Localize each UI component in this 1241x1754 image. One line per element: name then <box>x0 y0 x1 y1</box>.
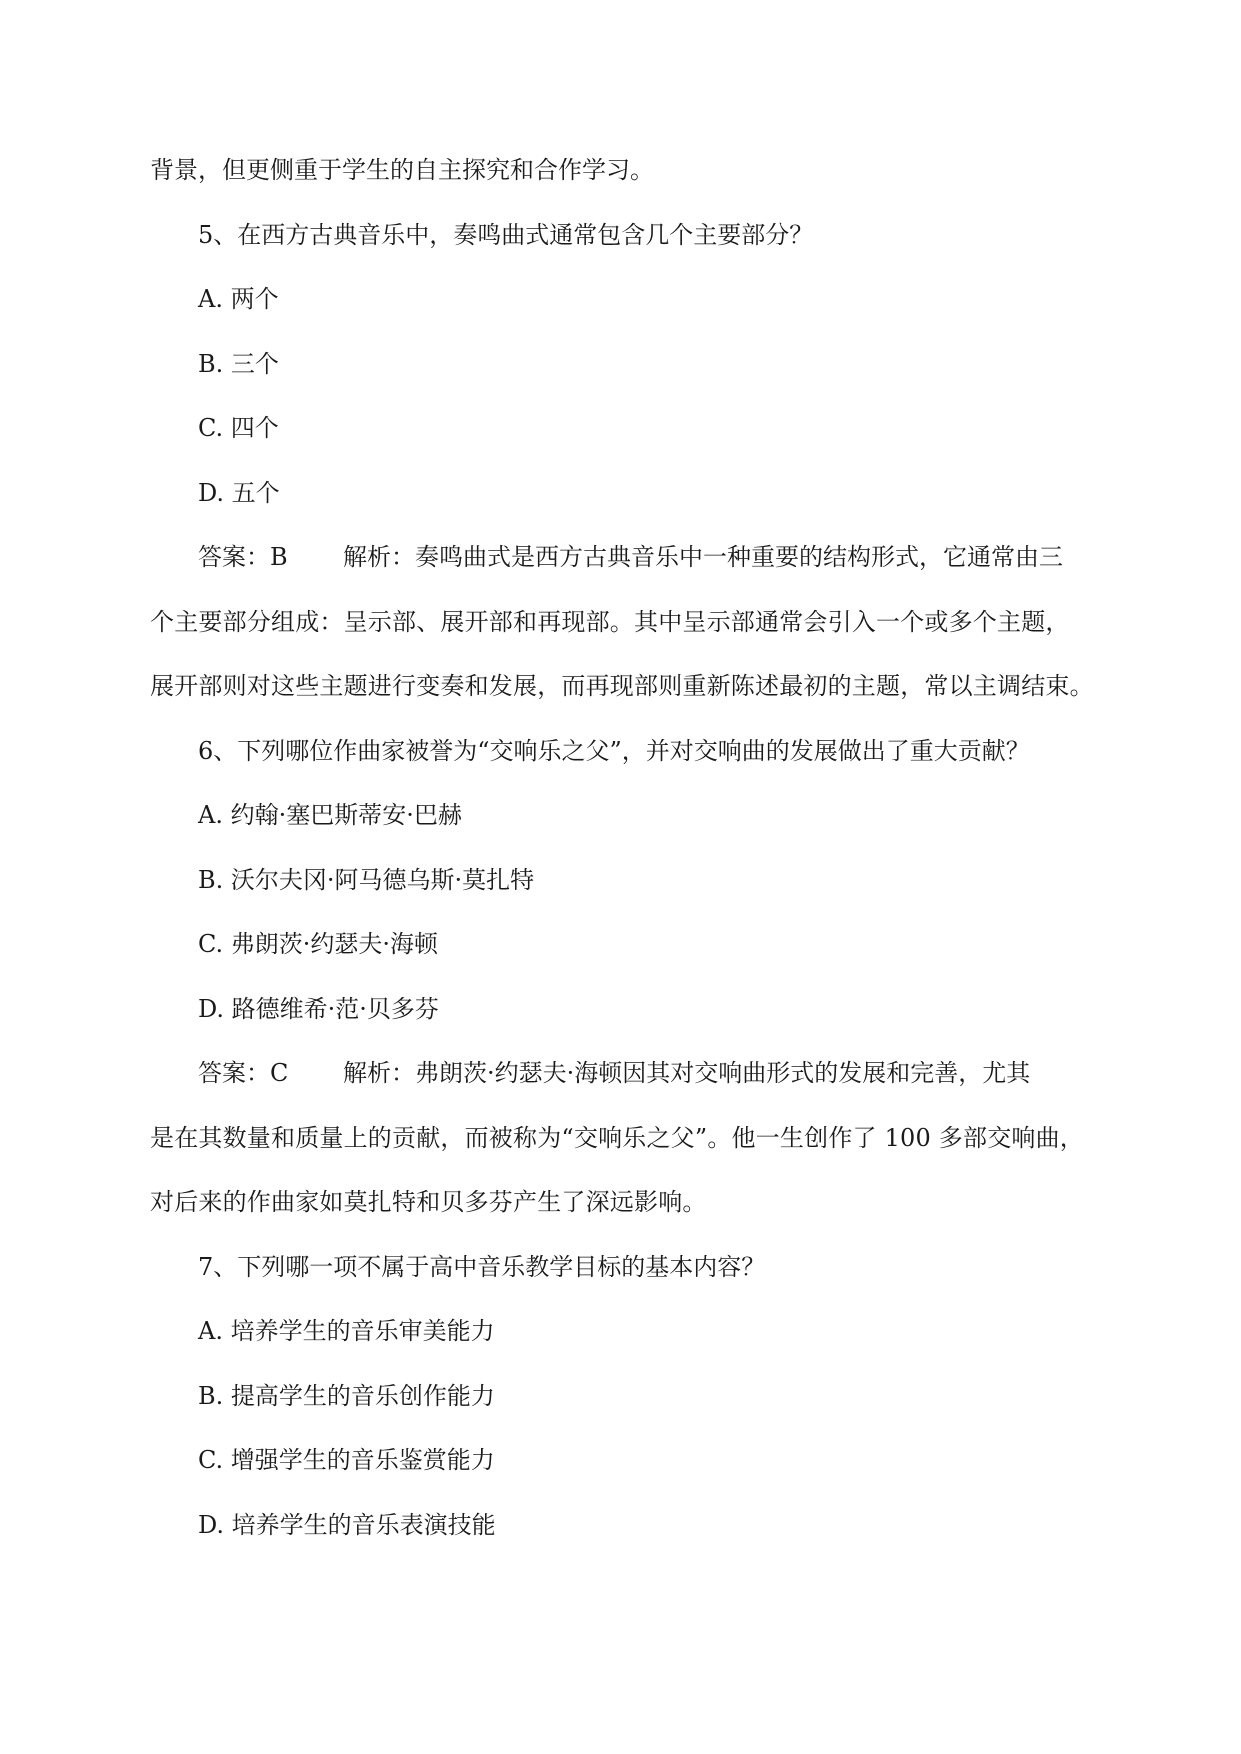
question-5-analysis-line-3: 展开部则对这些主题进行变奏和发展，而再现部则重新陈述最初的主题，常以主调结束。 <box>150 672 1094 700</box>
question-7-option-a: A. 培养学生的音乐审美能力 <box>198 1317 495 1345</box>
question-5-stem: 5、在西方古典音乐中，奏鸣曲式通常包含几个主要部分？ <box>198 220 814 249</box>
question-6-analysis-line-1: 解析：弗朗茨·约瑟夫·海顿因其对交响曲形式的发展和完善，尤其 <box>343 1059 1031 1087</box>
question-6-analysis-line-3: 对后来的作曲家如莫扎特和贝多芬产生了深远影响。 <box>150 1188 707 1216</box>
question-6-option-d: D. 路德维希·范·贝多芬 <box>198 994 439 1023</box>
question-5-answer: 答案：B <box>198 543 288 571</box>
document-body <box>150 138 1100 1557</box>
question-6-option-a: A. 约翰·塞巴斯蒂安·巴赫 <box>198 801 462 829</box>
question-7-option-d: D. 培养学生的音乐表演技能 <box>198 1510 496 1539</box>
continuation-text: 背景，但更侧重于学生的自主探究和合作学习。 <box>150 156 654 184</box>
question-6-answer: 答案：C <box>198 1059 289 1087</box>
question-7-stem: 7、下列哪一项不属于高中音乐教学目标的基本内容？ <box>198 1252 766 1281</box>
question-7-option-b: B. 提高学生的音乐创作能力 <box>198 1381 495 1410</box>
question-6-stem: 6、下列哪位作曲家被誉为“交响乐之父”，并对交响曲的发展做出了重大贡献？ <box>198 736 1030 765</box>
question-5-analysis-line-2: 个主要部分组成：呈示部、展开部和再现部。其中呈示部通常会引入一个或多个主题， <box>150 607 1070 636</box>
question-5-option-a: A. 两个 <box>198 285 279 313</box>
question-5-option-c: C. 四个 <box>198 414 279 442</box>
question-5-analysis-line-1: 解析：奏鸣曲式是西方古典音乐中一种重要的结构形式，它通常由三 <box>343 543 1063 571</box>
question-5-option-b: B. 三个 <box>198 349 279 378</box>
question-5-answer-line <box>150 525 1100 590</box>
question-6-option-b: B. 沃尔夫冈·阿马德乌斯·莫扎特 <box>198 865 535 894</box>
question-6-answer-line <box>150 1041 1100 1106</box>
question-6-option-c: C. 弗朗茨·约瑟夫·海顿 <box>198 930 439 958</box>
question-6-analysis-line-2: 是在其数量和质量上的贡献，而被称为“交响乐之父”。他一生创作了 100 多部交响曲， <box>150 1123 1085 1152</box>
question-7-option-c: C. 增强学生的音乐鉴赏能力 <box>198 1446 495 1474</box>
question-5-option-d: D. 五个 <box>198 478 280 507</box>
